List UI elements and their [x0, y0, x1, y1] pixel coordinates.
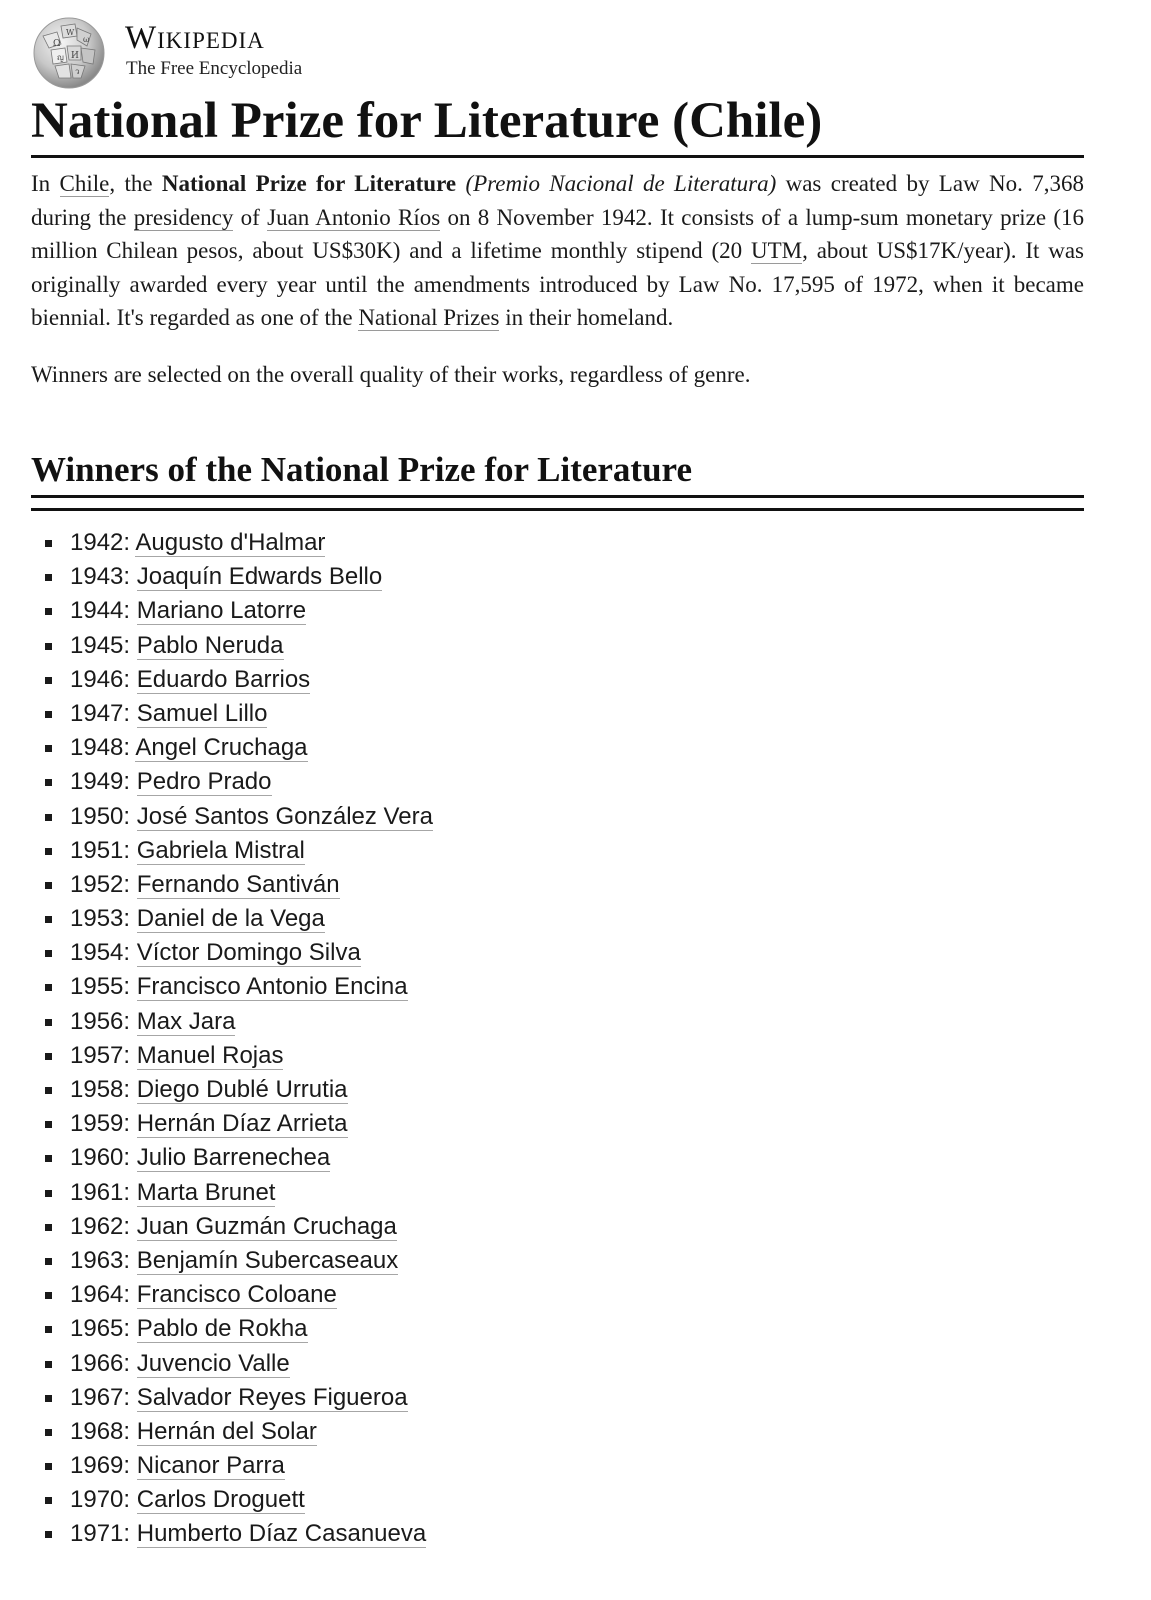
- winner-year: 1962:: [70, 1212, 137, 1240]
- winner-link[interactable]: Joaquín Edwards Bello: [136, 563, 383, 591]
- section-divider: [31, 495, 1084, 498]
- winner-item: [31, 1176, 433, 1210]
- winner-year: 1971:: [70, 1520, 137, 1548]
- site-wordmark: Wikipedia: [125, 20, 265, 56]
- winner-link[interactable]: Humberto Díaz Casanueva: [136, 1520, 427, 1548]
- bullet-icon: [45, 1053, 52, 1060]
- winner-item: [31, 594, 433, 628]
- winner-link[interactable]: Max Jara: [136, 1007, 236, 1035]
- svg-text:ว: ว: [75, 67, 80, 76]
- winner-item: [31, 970, 433, 1004]
- bullet-icon: [45, 540, 52, 547]
- bullet-icon: [45, 1463, 52, 1470]
- winner-item: [31, 1449, 433, 1483]
- winner-item: [31, 936, 433, 970]
- winner-year: 1959:: [70, 1110, 137, 1138]
- winner-link[interactable]: Francisco Coloane: [136, 1281, 337, 1309]
- winner-link[interactable]: Gabriela Mistral: [136, 836, 305, 864]
- winner-item: [31, 526, 433, 560]
- bullet-icon: [45, 1190, 52, 1197]
- winner-link[interactable]: Mariano Latorre: [136, 597, 307, 625]
- site-brand[interactable]: [31, 14, 431, 90]
- winner-year: 1967:: [70, 1383, 137, 1411]
- bullet-icon: [45, 984, 52, 991]
- bullet-icon: [45, 1326, 52, 1333]
- winner-year: 1951:: [70, 836, 137, 864]
- winner-item: [31, 800, 433, 834]
- winner-link[interactable]: Hernán Díaz Arrieta: [136, 1110, 348, 1138]
- winner-item: [31, 1141, 433, 1175]
- intro-text: of: [233, 204, 268, 230]
- winner-link[interactable]: Manuel Rojas: [136, 1041, 284, 1069]
- winner-link[interactable]: Hernán del Solar: [136, 1417, 317, 1445]
- bullet-icon: [45, 643, 52, 650]
- winner-year: 1947:: [70, 699, 137, 727]
- bullet-icon: [45, 1395, 52, 1402]
- presidency-link[interactable]: presidency: [133, 204, 234, 230]
- winner-item: [31, 1312, 433, 1346]
- winner-link[interactable]: Eduardo Barrios: [136, 665, 311, 693]
- winner-year: 1948:: [70, 734, 136, 762]
- bullet-icon: [45, 1121, 52, 1128]
- winner-item: [31, 629, 433, 663]
- winner-item: [31, 834, 433, 868]
- winner-item: [31, 1278, 433, 1312]
- title-divider: [31, 155, 1084, 158]
- winner-item: [31, 1517, 433, 1551]
- intro-text: in their homeland.: [499, 305, 674, 330]
- bullet-icon: [45, 1224, 52, 1231]
- winner-item: [31, 663, 433, 697]
- winner-link[interactable]: Pedro Prado: [136, 768, 272, 796]
- winner-link[interactable]: Diego Dublé Urrutia: [136, 1076, 348, 1103]
- prize-name: National Prize for Literature: [161, 171, 457, 196]
- selection-paragraph: Winners are selected on the overall quality of their works, regardless of genre.: [31, 362, 751, 387]
- winner-year: 1968:: [70, 1417, 137, 1445]
- winner-item: [31, 1415, 433, 1449]
- winner-item: [31, 902, 433, 936]
- bullet-icon: [45, 848, 52, 855]
- winner-link[interactable]: Víctor Domingo Silva: [136, 939, 361, 967]
- bullet-icon: [45, 745, 52, 752]
- bullet-icon: [45, 882, 52, 889]
- winner-item: [31, 1483, 433, 1517]
- bullet-icon: [45, 574, 52, 581]
- winner-item: [31, 1107, 433, 1141]
- winner-item: [31, 731, 433, 765]
- page-title: National Prize for Literature (Chile): [31, 93, 823, 149]
- winner-year: 1957:: [70, 1041, 137, 1069]
- utm-link[interactable]: UTM: [750, 238, 803, 263]
- section-divider: [31, 508, 1084, 511]
- intro-text: was created by Law No. 7,368 during the: [31, 171, 1084, 230]
- winner-link[interactable]: Carlos Droguett: [136, 1486, 305, 1514]
- svg-text:ญ: ญ: [57, 53, 64, 62]
- winner-year: 1960:: [70, 1144, 137, 1172]
- winner-year: 1950:: [70, 802, 137, 830]
- bullet-icon: [45, 677, 52, 684]
- winner-link[interactable]: Benjamín Subercaseaux: [136, 1246, 399, 1274]
- winner-link[interactable]: Julio Barrenechea: [136, 1144, 331, 1172]
- winner-year: 1953:: [70, 905, 137, 933]
- winner-link[interactable]: Samuel Lillo: [136, 699, 268, 727]
- bullet-icon: [45, 1292, 52, 1299]
- winner-link[interactable]: Salvador Reyes Figueroa: [136, 1383, 408, 1411]
- winner-year: 1943:: [70, 563, 137, 591]
- bullet-icon: [45, 1497, 52, 1504]
- winner-item: [31, 868, 433, 902]
- winner-link[interactable]: Daniel de la Vega: [136, 905, 325, 933]
- bullet-icon: [45, 1087, 52, 1094]
- winner-link[interactable]: Pablo de Rokha: [136, 1315, 308, 1343]
- winner-link[interactable]: Nicanor Parra: [136, 1452, 285, 1480]
- winner-item: [31, 1073, 433, 1107]
- winner-item: [31, 1381, 433, 1415]
- intro-text: , about US$17K/year). It was originally awarded every year until the amendments introduced by Law No. 17,595 of 1972, when it became biennial. It's regarded as one of the: [31, 238, 1084, 330]
- winner-year: 1946:: [70, 665, 137, 693]
- winner-link[interactable]: Fernando Santiván: [136, 870, 340, 898]
- winner-item: [31, 560, 433, 594]
- bullet-icon: [45, 1361, 52, 1368]
- winner-year: 1958:: [70, 1076, 137, 1103]
- intro-paragraph: [31, 167, 1084, 335]
- winner-year: 1965:: [70, 1315, 137, 1343]
- winner-year: 1966:: [70, 1349, 137, 1377]
- winner-year: 1954:: [70, 939, 137, 967]
- bullet-icon: [45, 608, 52, 615]
- intro-text: In: [31, 171, 60, 196]
- winner-link[interactable]: Pablo Neruda: [136, 631, 284, 659]
- wikipedia-globe-icon: [31, 16, 107, 90]
- winner-year: 1942:: [70, 529, 136, 556]
- winner-year: 1963:: [70, 1246, 137, 1274]
- winner-link[interactable]: Juan Guzmán Cruchaga: [136, 1212, 397, 1240]
- juan-antonio-rios-link[interactable]: Juan Antonio Ríos: [267, 204, 441, 230]
- winner-year: 1945:: [70, 631, 137, 659]
- winner-item: [31, 765, 433, 799]
- winner-item: [31, 697, 433, 731]
- winner-link[interactable]: Juvencio Valle: [136, 1349, 290, 1377]
- spanish-name: (Premio Nacional de Literatura): [465, 171, 777, 196]
- svg-text:И: И: [71, 51, 79, 61]
- svg-text:ω: ω: [83, 35, 90, 44]
- winner-year: 1956:: [70, 1007, 137, 1035]
- winner-year: 1964:: [70, 1281, 137, 1309]
- winner-link[interactable]: Angel Cruchaga: [135, 734, 308, 762]
- bullet-icon: [45, 1258, 52, 1265]
- winner-year: 1970:: [70, 1486, 137, 1514]
- bullet-icon: [45, 1019, 52, 1026]
- svg-text:W: W: [66, 28, 75, 37]
- intro-text: on 8 November 1942. It consists of a lump-sum monetary prize (16 million Chilean pesos, about US$30K) and a lifetime monthly stipend (20: [31, 204, 1084, 263]
- bullet-icon: [45, 1531, 52, 1538]
- winner-link[interactable]: Francisco Antonio Encina: [136, 973, 408, 1001]
- winner-item: [31, 1244, 433, 1278]
- intro-text: , the: [109, 171, 162, 196]
- site-tagline: The Free Encyclopedia: [126, 58, 303, 79]
- bullet-icon: [45, 779, 52, 786]
- winner-year: 1961:: [70, 1178, 137, 1206]
- bullet-icon: [45, 916, 52, 923]
- winner-year: 1952:: [70, 870, 137, 898]
- winner-item: [31, 1039, 433, 1073]
- winner-link[interactable]: José Santos González Vera: [136, 802, 433, 830]
- section-heading-winners: Winners of the National Prize for Literature: [31, 450, 692, 489]
- winner-item: [31, 1005, 433, 1039]
- winner-link[interactable]: Marta Brunet: [136, 1178, 276, 1206]
- winner-year: 1944:: [70, 597, 137, 625]
- winner-year: 1955:: [70, 973, 137, 1001]
- national-prizes-link[interactable]: National Prizes: [358, 305, 500, 330]
- winner-link[interactable]: Augusto d'Halmar: [135, 529, 326, 556]
- winners-list: [31, 526, 433, 1552]
- winner-year: 1969:: [70, 1452, 137, 1480]
- bullet-icon: [45, 1429, 52, 1436]
- bullet-icon: [45, 814, 52, 821]
- chile-link[interactable]: Chile: [59, 171, 110, 196]
- winner-item: [31, 1347, 433, 1381]
- winner-item: [31, 1210, 433, 1244]
- bullet-icon: [45, 711, 52, 718]
- winner-year: 1949:: [70, 768, 137, 796]
- bullet-icon: [45, 950, 52, 957]
- svg-text:Ω: Ω: [53, 39, 61, 49]
- bullet-icon: [45, 1155, 52, 1162]
